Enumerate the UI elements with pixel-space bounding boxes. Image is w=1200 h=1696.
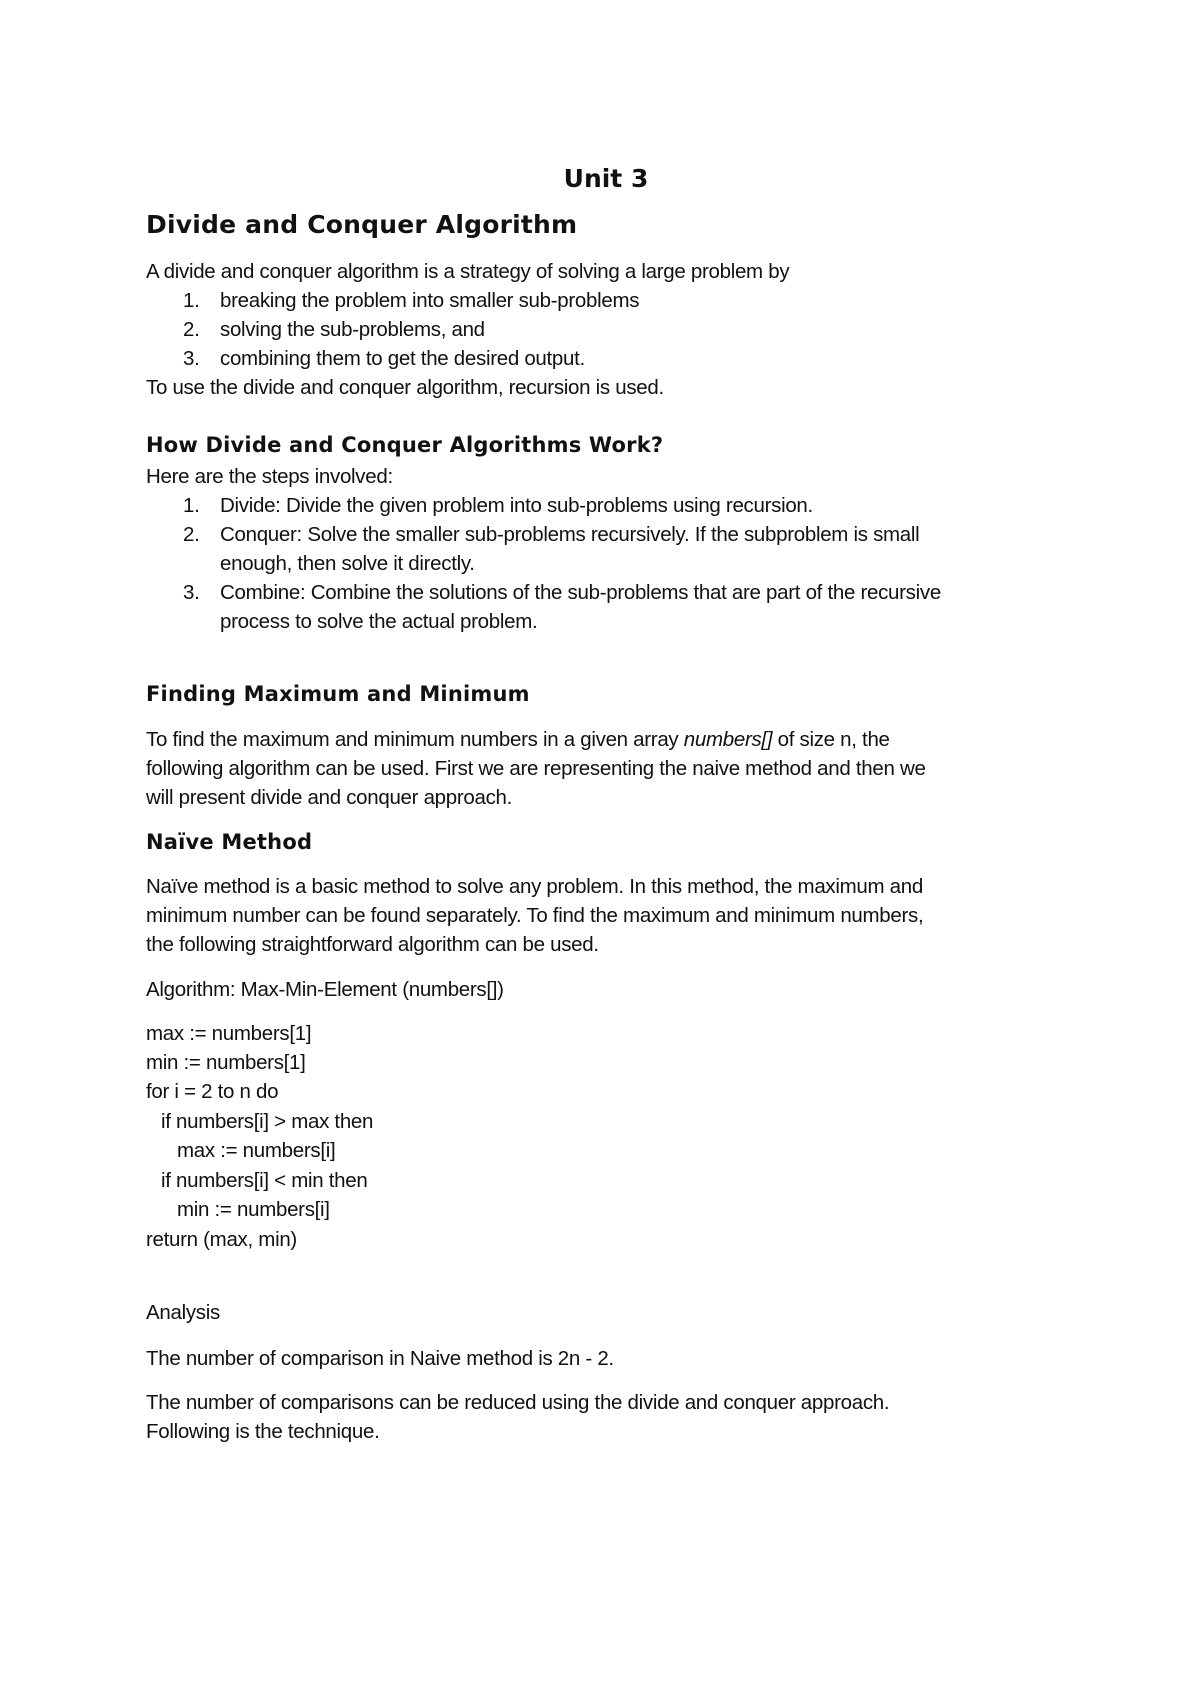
intro-lead: A divide and conquer algorithm is a strategy of solving a large problem by [146,260,790,283]
list-item [146,494,813,518]
how-it-works-heading: How Divide and Conquer Algorithms Work? [146,433,664,457]
naive-heading: Naïve Method [146,830,313,854]
naive-paragraph-line: minimum number can be found separately. To find the maximum and minimum numbers, [146,904,924,927]
list-item [146,523,919,547]
code-line: min := numbers[1] [146,1051,306,1074]
list-text: solving the sub-problems, and [220,318,485,341]
naive-paragraph-line: the following straightforward algorithm can be used. [146,933,599,956]
list-text: combining them to get the desired output. [220,347,585,370]
code-line: max := numbers[1] [146,1022,312,1045]
max-min-heading: Finding Maximum and Minimum [146,682,530,706]
list-item [146,318,485,342]
list-item [146,581,941,605]
paragraph-text: To find the maximum and minimum numbers in a given array [146,728,684,751]
intro-closing: To use the divide and conquer algorithm, recursion is used. [146,376,664,399]
code-line: for i = 2 to n do [146,1080,279,1103]
list-text: breaking the problem into smaller sub-problems [220,289,640,312]
list-item [146,289,639,313]
naive-paragraph-line: Naïve method is a basic method to solve any problem. In this method, the maximum and [146,875,923,898]
code-line: if numbers[i] > max then [161,1110,374,1133]
list-number: 2. [183,318,200,341]
code-line: max := numbers[i] [177,1139,336,1162]
main-title: Divide and Conquer Algorithm [146,210,578,239]
list-text: Divide: Divide the given problem into sub-problems using recursion. [220,494,813,517]
inline-code: numbers[] [683,728,773,751]
code-line: return (max, min) [146,1228,297,1251]
code-line: min := numbers[i] [177,1198,330,1221]
analysis-line: The number of comparisons can be reduced using the divide and conquer approach. [146,1391,890,1414]
code-line: if numbers[i] < min then [161,1169,368,1192]
how-it-works-lead: Here are the steps involved: [146,465,393,488]
analysis-line: The number of comparison in Naive method is 2n - 2. [146,1347,614,1370]
list-item [146,347,585,371]
list-text-continued: process to solve the actual problem. [220,610,538,633]
list-number: 2. [183,523,200,546]
analysis-line: Following is the technique. [146,1420,380,1443]
paragraph-text: of size n, the [772,728,890,751]
document-page [146,0,1066,1696]
list-text: Combine: Combine the solutions of the sub-problems that are part of the recursive [220,581,941,604]
list-number: 1. [183,494,200,517]
analysis-heading: Analysis [146,1301,220,1324]
list-text-continued: enough, then solve it directly. [220,552,475,575]
max-min-paragraph-line [146,728,890,752]
unit-title: Unit 3 [563,164,649,193]
list-text: Conquer: Solve the smaller sub-problems recursively. If the subproblem is small [220,523,920,546]
list-number: 3. [183,581,200,604]
max-min-paragraph-line: will present divide and conquer approach. [146,786,513,809]
algorithm-title: Algorithm: Max-Min-Element (numbers[]) [146,978,504,1001]
list-number: 3. [183,347,200,370]
max-min-paragraph-line: following algorithm can be used. First we are representing the naive method and then we [146,757,926,780]
list-number: 1. [183,289,200,312]
